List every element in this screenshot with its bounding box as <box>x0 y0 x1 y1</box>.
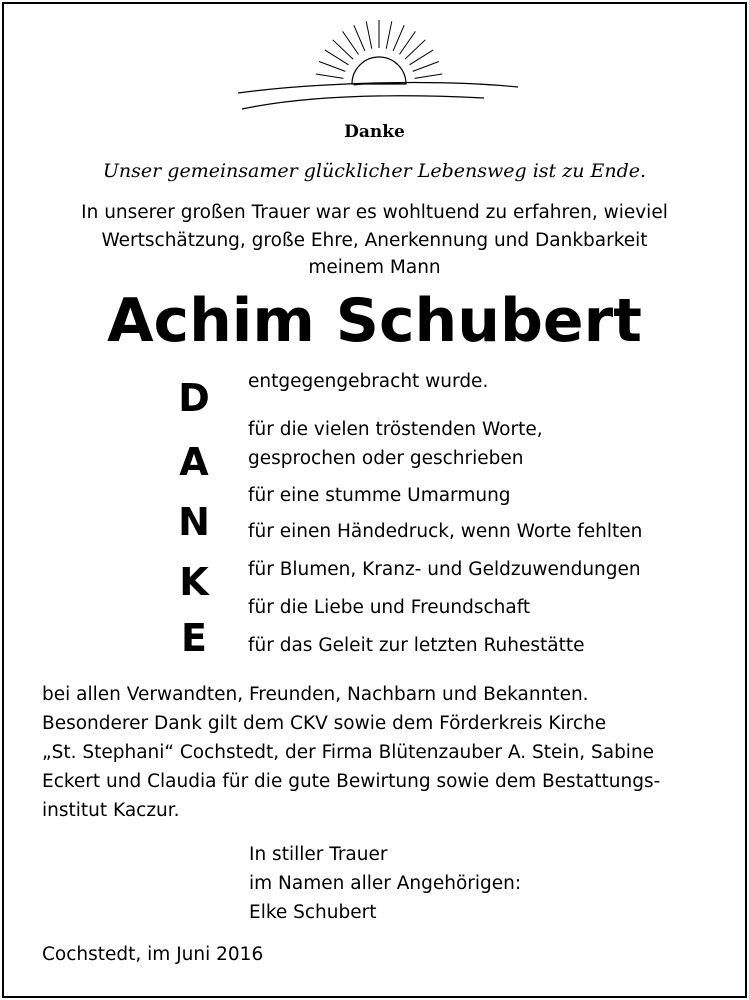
acrostic-line: entgegengebracht wurde. <box>248 371 489 392</box>
body-line: „St. Stephani“ Cochstedt, der Firma Blütenzauber A. Stein, Sabine <box>42 742 655 763</box>
acrostic-line: für eine stumme Umarmung <box>248 485 511 506</box>
body-line: Eckert und Claudia für die gute Bewirtung sowie dem Bestattungs- <box>42 771 661 792</box>
sun-ray <box>410 50 434 65</box>
acrostic-letter: N <box>178 500 210 544</box>
acrostic-letter: A <box>179 440 209 484</box>
sun-ray <box>415 74 443 78</box>
acrostic-line: gesprochen oder geschrieben <box>248 448 524 469</box>
motto: Unser gemeinsamer glücklicher Lebensweg ist zu Ende. <box>102 160 647 182</box>
acrostic-line: für die vielen tröstenden Worte, <box>248 419 543 440</box>
thanks-body <box>42 680 732 825</box>
signature-line: In stiller Trauer <box>249 844 388 865</box>
body-line: bei allen Verwandten, Freunden, Nachbarn und Bekannten. <box>42 684 589 705</box>
sun-ray <box>316 74 344 78</box>
body-line: Besonderer Dank gilt dem CKV sowie dem Förderkreis Kirche <box>42 713 607 734</box>
sun-ray <box>319 62 345 72</box>
sun-ray <box>366 21 372 48</box>
intro-line: Wertschätzung, große Ehre, Anerkennung und Dankbarkeit <box>101 229 648 251</box>
acrostic-line: für Blumen, Kranz- und Geldzuwendungen <box>248 559 641 580</box>
sun-ray <box>325 50 349 65</box>
acrostic-line: für die Liebe und Freundschaft <box>248 597 531 618</box>
acrostic-letter: E <box>181 616 207 660</box>
acrostic-line: für einen Händedruck, wenn Worte fehlten <box>248 521 643 542</box>
obituary-notice <box>2 2 747 998</box>
intro-line: meinem Mann <box>308 257 441 278</box>
body-line: institut Kaczur. <box>42 800 180 821</box>
rising-sun-icon <box>234 14 524 118</box>
acrostic-letter: K <box>179 560 209 604</box>
notice-title: Danke <box>344 122 405 142</box>
signature-block <box>249 840 521 927</box>
place-date: Cochstedt, im Juni 2016 <box>42 944 264 965</box>
acrostic-line: für das Geleit zur letzten Ruhestätte <box>248 635 585 656</box>
intro-text <box>4 199 745 282</box>
sun-ray <box>413 62 439 72</box>
sun-ray <box>386 21 392 48</box>
signature-line: Elke Schubert <box>249 902 377 923</box>
deceased-name: Achim Schubert <box>107 286 642 356</box>
acrostic-letter: D <box>178 376 210 420</box>
sun-ray <box>354 25 365 51</box>
sun-ray <box>393 25 404 51</box>
intro-line: In unserer großen Trauer war es wohltuend zu erfahren, wieviel <box>81 202 668 223</box>
signature-line: im Namen aller Angehörigen: <box>249 873 522 894</box>
